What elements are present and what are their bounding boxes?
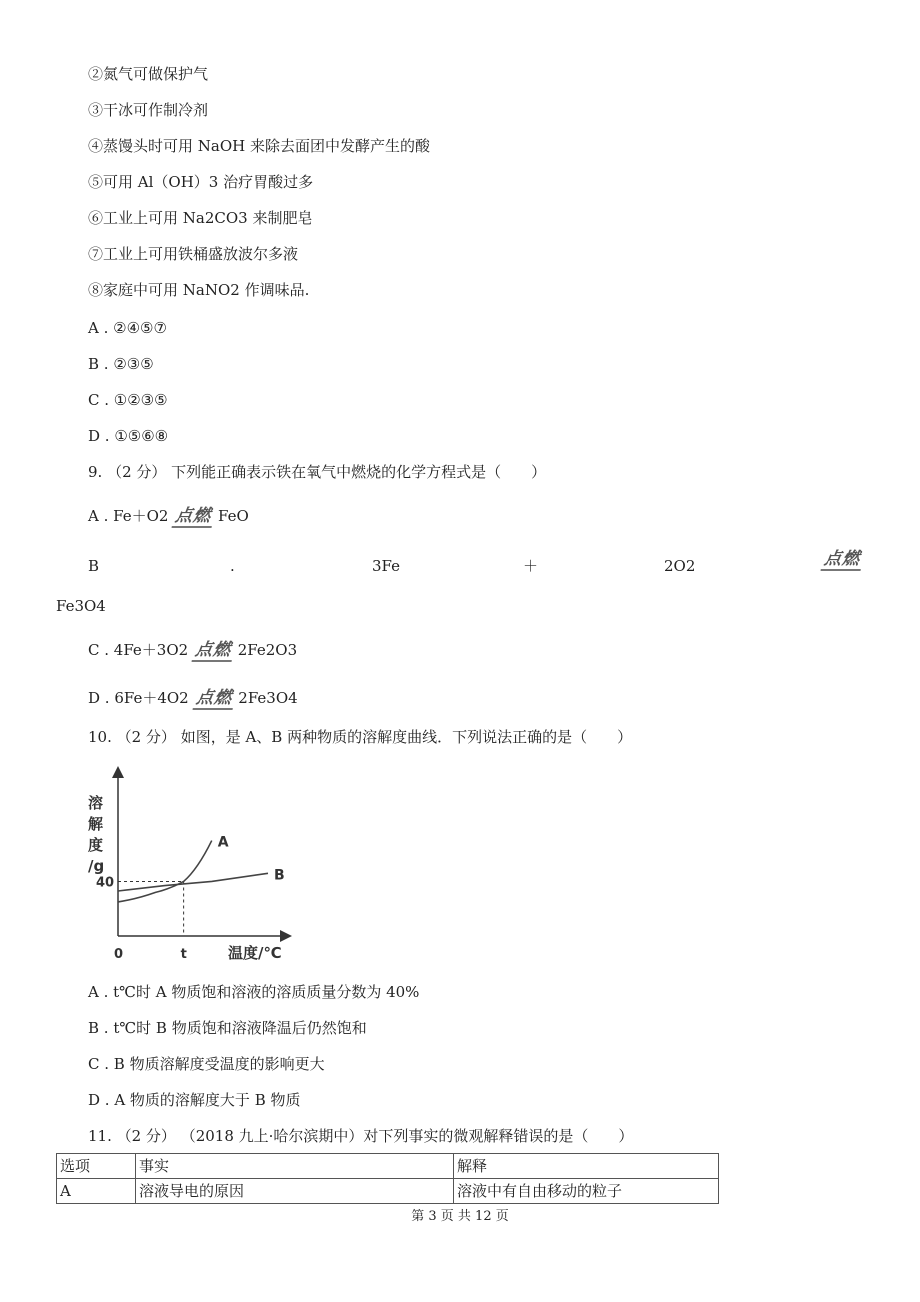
- y-axis-label: 溶: [88, 794, 104, 812]
- ignition-condition-icon: 点燃: [192, 689, 235, 710]
- q10-option-a[interactable]: A . t℃时 A 物质饱和溶液的溶质质量分数为 40%: [88, 983, 420, 1001]
- table-cell: 溶液中有自由移动的粒子: [454, 1179, 719, 1204]
- statement-8: ⑧家庭中可用 NaNO2 作调味品.: [88, 281, 310, 299]
- table-header-cell: 选项: [57, 1154, 136, 1179]
- statement-4: ④蒸馒头时可用 NaOH 来除去面团中发酵产生的酸: [88, 137, 430, 155]
- q11-table: [56, 1153, 719, 1204]
- q9-c-product: 2Fe2O3: [237, 641, 298, 659]
- q9-stem: 9. （2 分） 下列能正确表示铁在氧气中燃烧的化学方程式是（ ）: [88, 463, 547, 481]
- statement-3: ③干冰可作制冷剂: [88, 101, 209, 119]
- ignition-condition-icon: 点燃: [821, 550, 864, 571]
- x-axis-label: 温度/℃: [228, 944, 282, 962]
- q9-option-c[interactable]: [88, 640, 297, 662]
- q8-option-b[interactable]: B . ②③⑤: [88, 355, 154, 373]
- q9-b-o2: 2O2: [664, 557, 696, 575]
- solubility-chart: [84, 762, 304, 972]
- page-footer: 第 3 页 共 12 页: [411, 1209, 509, 1224]
- y-axis-label: /g: [88, 857, 105, 875]
- table-cell: 溶液导电的原因: [136, 1179, 454, 1204]
- q10-option-c[interactable]: C . B 物质溶解度受温度的影响更大: [88, 1055, 325, 1073]
- q9-b-dot: .: [230, 557, 235, 575]
- q10-option-b[interactable]: B . t℃时 B 物质饱和溶液降温后仍然饱和: [88, 1019, 367, 1037]
- x-tick-label: 0: [114, 947, 124, 962]
- q8-option-c[interactable]: C . ①②③⑤: [88, 391, 168, 409]
- ignition-condition-icon: 点燃: [191, 641, 234, 662]
- q10-option-d[interactable]: D . A 物质的溶解度大于 B 物质: [88, 1091, 301, 1109]
- table-header-row: [57, 1154, 719, 1179]
- q9-b-fe: 3Fe: [372, 557, 401, 575]
- table-row: [57, 1179, 719, 1204]
- q8-option-d[interactable]: D . ①⑤⑥⑧: [88, 427, 169, 445]
- series-label-b: B: [274, 867, 285, 884]
- table-header-cell: 事实: [136, 1154, 454, 1179]
- series-label-a: A: [217, 834, 229, 851]
- q9-a-reactants: A . Fe＋O2: [88, 507, 169, 525]
- y-axis-label: 解: [88, 815, 104, 833]
- q9-c-reactants: C . 4Fe＋3O2: [88, 641, 189, 659]
- q9-option-d[interactable]: [88, 688, 298, 710]
- q9-d-reactants: D . 6Fe＋4O2: [88, 689, 189, 707]
- y-tick-label: 40: [96, 875, 115, 891]
- q9-b-label[interactable]: B: [88, 557, 100, 575]
- q9-b-product: Fe3O4: [56, 597, 106, 615]
- ignition-condition-icon: 点燃: [172, 507, 215, 528]
- q9-b-plus: ＋: [523, 557, 539, 575]
- x-tick-label: t: [180, 947, 187, 962]
- series-line-b: [118, 873, 268, 891]
- q11-stem: 11. （2 分） （2018 九上·哈尔滨期中）对下列事实的微观解释错误的是（ ）: [88, 1127, 634, 1145]
- statement-5: ⑤可用 Al（OH）3 治疗胃酸过多: [88, 173, 314, 191]
- q9-a-product: FeO: [218, 507, 249, 525]
- table-cell: A: [57, 1179, 136, 1204]
- q9-d-product: 2Fe3O4: [238, 689, 298, 707]
- series-line-a: [118, 841, 212, 902]
- table-header-cell: 解释: [454, 1154, 719, 1179]
- statement-7: ⑦工业上可用铁桶盛放波尔多液: [88, 245, 299, 263]
- statement-2: ②氮气可做保护气: [88, 65, 209, 83]
- q8-option-a[interactable]: A . ②④⑤⑦: [88, 319, 167, 337]
- q9-option-a[interactable]: [88, 506, 249, 528]
- q10-stem: 10. （2 分） 如图，是 A、B 两种物质的溶解度曲线．下列说法正确的是（ ）: [88, 728, 633, 746]
- statement-6: ⑥工业上可用 Na2CO3 来制肥皂: [88, 209, 313, 227]
- y-axis-label: 度: [88, 836, 104, 854]
